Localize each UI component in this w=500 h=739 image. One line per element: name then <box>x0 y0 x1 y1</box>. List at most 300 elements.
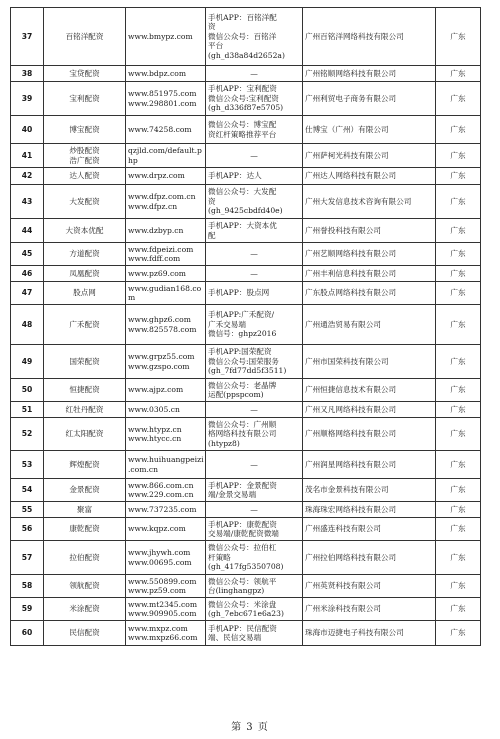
region-text: 广东 <box>450 429 466 439</box>
region <box>436 451 481 479</box>
company-name <box>303 144 436 168</box>
row-number <box>11 379 44 402</box>
region <box>436 402 481 418</box>
region-text: 广东 <box>450 504 466 514</box>
company-name-text: 广州达人网络科技有限公司 <box>305 171 397 181</box>
platform-name <box>44 451 126 479</box>
table-row <box>11 8 481 66</box>
platform-name-text: 金景配资 <box>69 485 100 495</box>
row-number <box>11 144 44 168</box>
row-number <box>11 518 44 541</box>
company-name-text: 广州铭顺网络科技有限公司 <box>305 68 397 78</box>
app-line: 微信公众号：米涂盘 <box>208 599 277 609</box>
website-line: www.bmypz.com <box>128 31 193 41</box>
table-row <box>11 144 481 168</box>
region-text: 广东 <box>450 93 466 103</box>
app-line: (gh_7fd77dd5f3511) <box>208 366 287 376</box>
app-line: — <box>250 504 258 514</box>
website-cell <box>126 243 206 266</box>
website-cell <box>126 219 206 243</box>
region <box>436 305 481 345</box>
platform-name-text: 炒股配资 <box>69 146 100 156</box>
app-wechat-cell <box>206 518 303 541</box>
website-cell <box>126 66 206 82</box>
company-name-text: 广州拉伯网络科技有限公司 <box>305 552 397 562</box>
table-row <box>11 82 481 116</box>
website-line: www.pz59.com <box>128 586 186 595</box>
app-line: 手机APP：百铭洋配 <box>208 12 277 22</box>
region-text: 广东 <box>450 385 466 395</box>
platform-name <box>44 379 126 402</box>
row-number <box>11 345 44 379</box>
app-line: 配 <box>208 230 216 240</box>
table-row <box>11 345 481 379</box>
website-cell <box>126 345 206 379</box>
app-line: 手机APP：金景配资 <box>208 480 277 490</box>
app-line: 平台 <box>208 41 224 51</box>
company-name <box>303 243 436 266</box>
app-line: — <box>250 249 258 259</box>
table-row <box>11 598 481 621</box>
platform-name <box>44 282 126 305</box>
platform-name-text: 达人配资 <box>69 171 100 181</box>
company-name <box>303 8 436 66</box>
app-line: 微信公众号：广州顺 <box>208 419 277 429</box>
platform-name-text: 宝利配资 <box>69 93 100 103</box>
website-line: www.jhywh.com <box>128 548 191 558</box>
website-line: www.229.com.cn <box>128 490 194 499</box>
website-line: www.kqpz.com <box>128 524 186 534</box>
company-name <box>303 541 436 575</box>
app-line: 微信公众号：拉伯杠 <box>208 543 277 553</box>
app-line: 手机APP：民信配资 <box>208 623 277 633</box>
region <box>436 379 481 402</box>
website-line: www.mt2345.com <box>128 599 198 609</box>
row-number <box>11 185 44 219</box>
website-cell <box>126 266 206 282</box>
website-line: www.dzbyp.cn <box>128 225 184 235</box>
table-row <box>11 168 481 185</box>
website-cell <box>126 185 206 219</box>
row-number-text: 38 <box>21 68 33 78</box>
table-row <box>11 541 481 575</box>
platform-table <box>10 7 481 646</box>
website-line: www.htycc.cn <box>128 434 182 443</box>
company-name <box>303 305 436 345</box>
website-cell <box>126 402 206 418</box>
app-line: 广禾交易端 <box>208 319 246 329</box>
region <box>436 479 481 502</box>
region <box>436 82 481 116</box>
website-line: www.gzspo.com <box>128 361 190 371</box>
company-name-text: 广州丰利信息科技有限公司 <box>305 268 397 278</box>
table-row <box>11 66 481 82</box>
company-name-text: 仕博宝（广州）有限公司 <box>305 124 389 134</box>
website-cell <box>126 8 206 66</box>
region-text: 广东 <box>450 225 466 235</box>
platform-name-text: 大发配资 <box>69 196 100 206</box>
company-name-text: 广州市国荣科技有限公司 <box>305 356 389 366</box>
app-line: — <box>250 68 258 78</box>
app-wechat-cell <box>206 598 303 621</box>
company-name <box>303 598 436 621</box>
table-row <box>11 479 481 502</box>
website-line: www.ghpz6.com <box>128 315 191 325</box>
row-number <box>11 575 44 598</box>
company-name <box>303 479 436 502</box>
company-name-text: 广州萨柯光科技有限公司 <box>305 150 389 160</box>
row-number-text: 43 <box>21 196 33 206</box>
website-cell <box>126 541 206 575</box>
company-name-text: 广州百铭洋网络科技有限公司 <box>305 31 404 41</box>
row-number-text: 54 <box>21 485 33 495</box>
company-name <box>303 451 436 479</box>
app-wechat-cell <box>206 305 303 345</box>
app-wechat-cell <box>206 418 303 451</box>
region <box>436 598 481 621</box>
platform-name <box>44 219 126 243</box>
website-line: www.298801.com <box>128 98 197 108</box>
app-line: 手机APP:国荣配资 <box>208 347 272 357</box>
app-wechat-cell <box>206 479 303 502</box>
app-line: 端/金景交易端 <box>208 490 257 499</box>
region-text: 广东 <box>450 524 466 534</box>
app-wechat-cell <box>206 621 303 646</box>
region <box>436 266 481 282</box>
app-wechat-cell <box>206 345 303 379</box>
region-text: 广东 <box>450 319 466 329</box>
app-wechat-cell <box>206 168 303 185</box>
app-line: 微信公众号：大发配 <box>208 187 277 197</box>
app-wechat-cell <box>206 116 303 144</box>
company-name <box>303 621 436 646</box>
platform-name-text: 股点网 <box>73 288 96 298</box>
region <box>436 282 481 305</box>
app-line: 交易端/康乾配资微端 <box>208 529 279 538</box>
table-row <box>11 219 481 243</box>
platform-name <box>44 144 126 168</box>
app-wechat-cell <box>206 575 303 598</box>
website-line: www.htypz.cn <box>128 424 182 434</box>
app-line: 手机APP:广禾配资/ <box>208 310 275 320</box>
row-number <box>11 479 44 502</box>
app-wechat-cell <box>206 8 303 66</box>
row-number <box>11 66 44 82</box>
website-cell <box>126 479 206 502</box>
app-line: 微信公众号：老晶牌 <box>208 380 277 390</box>
app-wechat-cell <box>206 541 303 575</box>
app-line: 微信公众号：百铭洋 <box>208 31 277 41</box>
website-cell <box>126 82 206 116</box>
platform-name <box>44 168 126 185</box>
platform-name <box>44 621 126 646</box>
table-row <box>11 266 481 282</box>
row-number <box>11 116 44 144</box>
row-number <box>11 541 44 575</box>
website-cell <box>126 518 206 541</box>
website-cell <box>126 379 206 402</box>
table-row <box>11 305 481 345</box>
row-number <box>11 168 44 185</box>
platform-name-text: 米涂配资 <box>69 604 100 614</box>
app-line: (gh_9425cbdfd40e) <box>208 206 283 216</box>
company-name-text: 茂名市金景科技有限公司 <box>305 485 389 495</box>
app-line: — <box>250 404 258 414</box>
row-number-text: 44 <box>21 225 33 235</box>
row-number-text: 53 <box>21 459 33 469</box>
platform-name-text: 康乾配资 <box>69 524 100 534</box>
website-cell <box>126 282 206 305</box>
region <box>436 621 481 646</box>
platform-name <box>44 345 126 379</box>
region-text: 广东 <box>450 68 466 78</box>
row-number-text: 58 <box>21 581 33 591</box>
company-name-text: 广州又凡网络科技有限公司 <box>305 404 397 414</box>
platform-name-text: 博宝配资 <box>69 124 100 134</box>
app-line: 端、民信交易端 <box>208 633 262 642</box>
website-cell <box>126 502 206 518</box>
platform-name <box>44 598 126 621</box>
company-name-text: 广州恒捷信息技术有限公司 <box>305 385 397 395</box>
region <box>436 219 481 243</box>
app-line: — <box>250 150 258 160</box>
company-name <box>303 116 436 144</box>
platform-name <box>44 116 126 144</box>
app-wechat-cell <box>206 66 303 82</box>
company-name-text: 珠海市迈捷电子科技有限公司 <box>305 628 404 638</box>
company-name-text: 广州大发信息技术咨询有限公司 <box>305 196 412 206</box>
platform-name-text: 民信配资 <box>69 628 100 638</box>
website-line: www.fdff.com <box>128 254 181 263</box>
platform-name <box>44 66 126 82</box>
region <box>436 541 481 575</box>
website-line: .com.cn <box>128 464 158 474</box>
row-number <box>11 82 44 116</box>
app-line: 资 <box>208 22 216 32</box>
row-number <box>11 219 44 243</box>
row-number <box>11 266 44 282</box>
app-line: — <box>250 268 258 278</box>
region <box>436 168 481 185</box>
company-name-text: 广州顺格网络科技有限公司 <box>305 429 397 439</box>
company-name-text: 广州润星网络科技有限公司 <box>305 459 397 469</box>
platform-name <box>44 502 126 518</box>
company-name-text: 广州盛连科技有限公司 <box>305 524 381 534</box>
app-line: 手机APP：大资本优 <box>208 221 277 231</box>
table-row <box>11 575 481 598</box>
platform-name-text: 红太阳配资 <box>65 429 104 439</box>
page-number: 第 3 页 <box>231 722 269 733</box>
app-wechat-cell <box>206 266 303 282</box>
platform-name <box>44 575 126 598</box>
table-row <box>11 116 481 144</box>
company-name <box>303 379 436 402</box>
company-name <box>303 66 436 82</box>
company-name <box>303 575 436 598</box>
website-line: www.74258.com <box>128 124 192 134</box>
app-line: 格网络科技有限公司 <box>208 429 277 439</box>
website-line: hp <box>128 155 138 165</box>
row-number-text: 51 <box>21 404 33 414</box>
row-number-text: 41 <box>21 150 33 160</box>
app-wechat-cell <box>206 219 303 243</box>
website-cell <box>126 451 206 479</box>
app-line: 资 <box>208 196 216 206</box>
platform-name <box>44 541 126 575</box>
row-number-text: 42 <box>21 171 33 181</box>
company-name-text: 广州利贸电子商务有限公司 <box>305 93 397 103</box>
company-name-text: 珠海珠宏网络科技有限公司 <box>305 504 397 514</box>
website-line: www.drpz.com <box>128 171 185 181</box>
company-name <box>303 518 436 541</box>
company-name <box>303 168 436 185</box>
row-number-text: 50 <box>21 385 33 395</box>
region-text: 广东 <box>450 581 466 591</box>
row-number <box>11 502 44 518</box>
website-cell <box>126 598 206 621</box>
region <box>436 418 481 451</box>
app-line: (gh_7ebc671e6a23) <box>208 609 284 618</box>
website-line: www.fdpeizi.com <box>128 244 194 254</box>
platform-name <box>44 185 126 219</box>
app-wechat-cell <box>206 502 303 518</box>
website-line: www.ajpz.com <box>128 385 184 395</box>
platform-name <box>44 518 126 541</box>
row-number <box>11 598 44 621</box>
website-line: www.550899.com <box>128 576 197 586</box>
website-cell <box>126 575 206 598</box>
table-row <box>11 418 481 451</box>
company-name <box>303 219 436 243</box>
app-line: 手机APP：达人 <box>208 171 262 181</box>
website-line: www.909905.com <box>128 609 197 618</box>
platform-name-text: 宝贷配资 <box>69 68 100 78</box>
platform-name-text: 领航配资 <box>69 581 100 591</box>
website-cell <box>126 418 206 451</box>
row-number <box>11 402 44 418</box>
region-text: 广东 <box>450 404 466 414</box>
website-line: qzjld.com/default.p <box>128 146 202 156</box>
table-row <box>11 518 481 541</box>
row-number-text: 59 <box>21 604 33 614</box>
row-number-text: 52 <box>21 429 33 439</box>
website-line: www.mxpz.com <box>128 623 188 633</box>
app-wechat-cell <box>206 379 303 402</box>
table-row <box>11 243 481 266</box>
row-number-text: 39 <box>21 93 33 103</box>
row-number-text: 40 <box>21 124 33 134</box>
company-name <box>303 502 436 518</box>
app-line: 运配(ppspcom) <box>208 390 264 399</box>
company-name-text: 广州艺顺网络科技有限公司 <box>305 249 397 259</box>
row-number <box>11 282 44 305</box>
website-cell <box>126 168 206 185</box>
row-number-text: 47 <box>21 288 33 298</box>
app-line: 微信公众号：领航平 <box>208 576 277 586</box>
row-number <box>11 418 44 451</box>
region-text: 广东 <box>450 604 466 614</box>
app-line: 微信公众号:国荣服务 <box>208 356 279 366</box>
website-line: www.mxpz66.com <box>128 633 198 642</box>
platform-name <box>44 82 126 116</box>
website-line: www.737235.com <box>128 504 197 514</box>
region-text: 广东 <box>450 124 466 134</box>
region-text: 广东 <box>450 31 466 41</box>
app-line: 手机APP：宝利配资 <box>208 84 277 94</box>
platform-name <box>44 402 126 418</box>
region-text: 广东 <box>450 196 466 206</box>
app-line: (htypz8) <box>208 438 240 448</box>
region-text: 广东 <box>450 288 466 298</box>
company-name <box>303 185 436 219</box>
region <box>436 66 481 82</box>
app-line: 微信公众号：博宝配 <box>208 120 277 130</box>
table-row <box>11 185 481 219</box>
region <box>436 518 481 541</box>
row-number-text: 46 <box>21 268 33 278</box>
website-cell <box>126 621 206 646</box>
website-line: www.bdpz.com <box>128 68 187 78</box>
app-wechat-cell <box>206 402 303 418</box>
region-text: 广东 <box>450 459 466 469</box>
table-row <box>11 621 481 646</box>
row-number <box>11 621 44 646</box>
app-line: 手机APP：康乾配资 <box>208 519 277 529</box>
row-number-text: 57 <box>21 552 33 562</box>
platform-name-text: 恒捷配资 <box>69 385 100 395</box>
website-cell <box>126 144 206 168</box>
region <box>436 144 481 168</box>
platform-name-text: 方道配资 <box>69 249 100 259</box>
table-row <box>11 282 481 305</box>
region <box>436 185 481 219</box>
platform-name-text: 广禾配资 <box>69 319 100 329</box>
company-name-text: 广东股点网络科技有限公司 <box>305 288 397 298</box>
platform-name <box>44 243 126 266</box>
company-name-text: 广州米涂科技有限公司 <box>305 604 381 614</box>
platform-name <box>44 479 126 502</box>
platform-name-text: 拉伯配资 <box>69 552 100 562</box>
row-number <box>11 8 44 66</box>
app-line: 微信号：ghpz2016 <box>208 329 277 339</box>
company-name <box>303 418 436 451</box>
region <box>436 243 481 266</box>
region-text: 广东 <box>450 552 466 562</box>
platform-name-text: 大资本优配 <box>65 225 104 235</box>
row-number-text: 60 <box>21 628 33 638</box>
table-row <box>11 379 481 402</box>
company-name-text: 广州誉投科技有限公司 <box>305 225 381 235</box>
row-number <box>11 305 44 345</box>
table-body <box>11 8 481 646</box>
row-number <box>11 451 44 479</box>
company-name <box>303 82 436 116</box>
region-text: 广东 <box>450 356 466 366</box>
platform-name <box>44 305 126 345</box>
row-number <box>11 243 44 266</box>
platform-name <box>44 418 126 451</box>
row-number-text: 56 <box>21 524 33 534</box>
website-line: www.00695.com <box>128 557 192 567</box>
app-line: (gh_d38a84d2652a) <box>208 50 285 60</box>
app-wechat-cell <box>206 243 303 266</box>
region-text: 广东 <box>450 628 466 638</box>
app-line: (gh_417fg5350708) <box>208 562 284 572</box>
platform-name-text: 凤凰配资 <box>69 268 100 278</box>
row-number-text: 45 <box>21 249 33 259</box>
website-line: www.dfpz.com.cn <box>128 192 196 202</box>
company-name <box>303 402 436 418</box>
